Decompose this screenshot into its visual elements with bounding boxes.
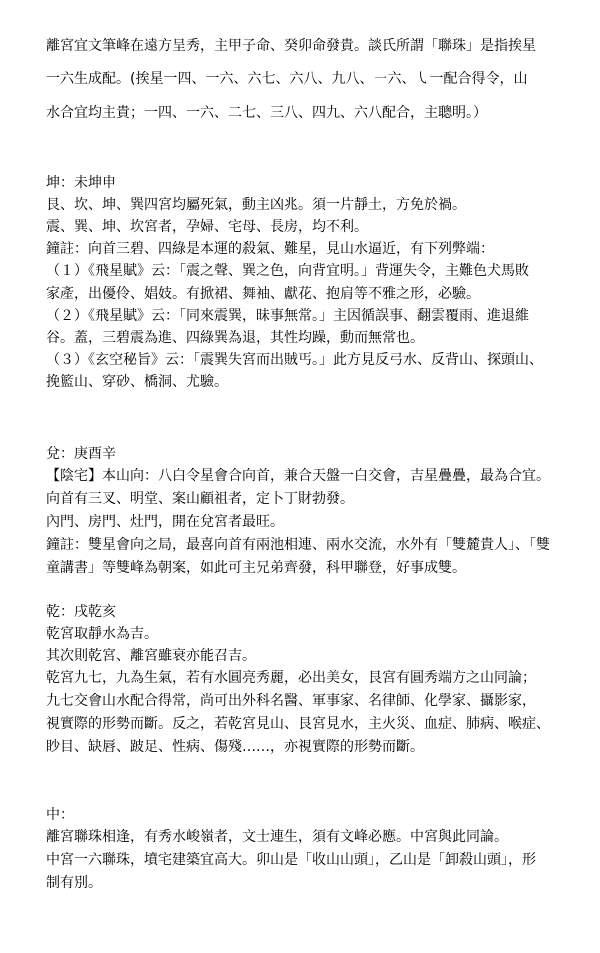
text-line: 離宮宜文筆峰在遠方呈秀，主甲子命、癸卯命發貴。談氏所謂「聯珠」是指挨星: [46, 38, 536, 54]
text-line: 視實際的形勢而斷。反之，若乾宮見山、艮宮見水，主火災、血症、肺病、喉症、: [46, 716, 550, 732]
text-line: 一六生成配。(挨星一四、一六、六七、六八、九八、㇐六、㇂一配合得令，山: [46, 71, 528, 87]
text-line: 童講書」等雙峰為朝案，如此可主兄弟齊發，科甲聯登，好事成雙。: [46, 560, 466, 576]
text-line: 中宮一六聯珠，墳宅建築宜高大。卯山是「收山山頭」，乙山是「卸殺山頭」，形: [46, 852, 536, 868]
text-line: （３）《玄空秘旨》云：「震巽失宮而出賊丐。」此方見反弓水、反背山、探頭山、: [46, 352, 543, 368]
text-line: 眇目、缺唇、跛足、性病、傷殘……，亦視實際的形勢而斷。: [46, 739, 424, 755]
text-line: 震、巽、坤、坎宮者，孕婦、宅母、長房，均不利。: [46, 219, 368, 235]
text-line: 離宮聯珠相逢，有秀水峻嶺者，文士連生，須有文峰必應。中宮與此同論。: [46, 829, 508, 845]
text-line: 家產，出優伶、娼妓。有掀裙、舞袖、獻花、抱肩等不雅之形，必驗。: [46, 286, 480, 302]
section-heading-dui: 兌：庚酉辛: [46, 446, 116, 462]
text-line: 向首有三叉、明堂、案山顧祖者，定卜丁財勃發。: [46, 491, 354, 507]
section-heading-qian: 乾：戌乾亥: [46, 604, 116, 620]
text-line: （１）《飛星賦》云：「震之聲、巽之色，向背宜明。」背運失令，主難色犬馬敗: [46, 263, 529, 279]
text-line: 鐘註：雙星會向之局，最喜向首有兩池相連、兩水交流，水外有「雙麓貴人」、「雙: [46, 537, 550, 553]
section-heading-zhong: 中：: [46, 807, 74, 823]
text-line: 乾宮九七，九為生氣，若有水圓亮秀麗，必出美女，艮宮有圓秀端方之山同論；: [46, 670, 536, 686]
text-line: 挽籃山、穿砂、橋洞、尤驗。: [46, 374, 228, 390]
text-line: 制有別。: [46, 875, 102, 891]
text-line: 乾宮取靜水為吉。: [46, 626, 158, 642]
text-line: 九七交會山水配合得常，尚可出外科名醫、軍事家、名律師、化學家、攝影家，: [46, 693, 536, 709]
text-line: 內門、房門、灶門，開在兌宮者最旺。: [46, 514, 284, 530]
text-line: 【陰宅】本山向：八白令星會合向首，兼合天盤一白交會，吉星疊疊，最為合宜。: [46, 468, 550, 484]
text-line: （２）《飛星賦》云：「同來震巽，昧事無常。」主因循誤事、翻雲覆雨、進退維: [46, 308, 529, 324]
section-heading-kun: 坤：未坤申: [46, 175, 116, 191]
text-line: 鐘註：向首三碧、四綠是本運的殺氣、難星，見山水逼近，有下列弊端：: [46, 241, 494, 257]
text-line: 其次則乾宮、離宮雖衰亦能召吉。: [46, 648, 256, 664]
text-line: 谷。蓋，三碧震為進、四綠巽為退，其性均躁，動而無常也。: [46, 330, 424, 346]
text-line: 水合宜均主貴；一四、一六、二七、三八、四九、六八配合，主聰明。）: [46, 105, 487, 121]
text-line: 艮、坎、坤、巽四宮均屬死氣，動主凶兆。須一片靜土，方免於禍。: [46, 197, 466, 213]
